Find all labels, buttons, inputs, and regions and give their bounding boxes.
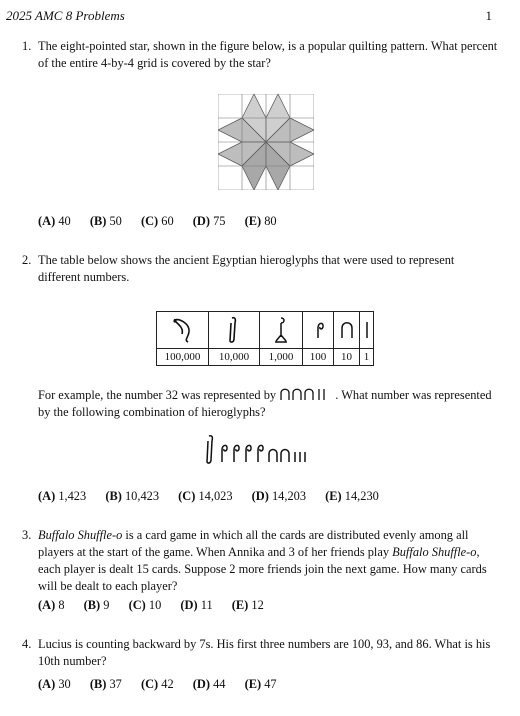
stroke-icon — [364, 319, 370, 341]
tadpole-glyph-cell — [157, 312, 209, 349]
problem-1-text: The eight-pointed star, shown in the figure below, is a popular quilting pattern. What percent of the entire 4-by-4 grid is covered by the star? — [38, 39, 498, 70]
problem-3-number: 3. — [22, 528, 32, 542]
problem-2-example: For example, the number 32 was represented by . What number was represented by the following combination of hieroglyphs? — [38, 388, 492, 419]
stroke-glyph-cell — [360, 312, 374, 349]
page-number: 1 — [485, 8, 492, 23]
problem-3-text: Buffalo Shuffle-o is a card game in which all the cards are distributed evenly among all players at the start of the game. When Annika and 3 of her friends play Buffalo Shuffle-o, each player is dealt 15 cards. Suppose 2 more friends join the next game. How many cards will be dealt to each player? — [38, 528, 487, 593]
table-value: 1 — [360, 349, 374, 366]
table-value: 100 — [303, 349, 334, 366]
grid-lines — [218, 94, 314, 190]
heel-glyph-cell — [334, 312, 360, 349]
hieroglyph-table — [156, 311, 374, 366]
star-quilt-figure — [218, 94, 314, 190]
problem-3-choices: (A) 8 (B) 9 (C) 10 (D) 11 (E) 12 — [38, 598, 264, 612]
lotus-glyph-cell — [260, 312, 303, 349]
problem-4-choices: (A) 30 (B) 37 (C) 42 (D) 44 (E) 47 — [38, 677, 277, 691]
table-value: 10 — [334, 349, 360, 366]
problem-1-choices: (A) 40 (B) 50 (C) 60 (D) 75 (E) 80 — [38, 214, 277, 228]
coil-glyph-cell — [303, 312, 334, 349]
finger-icon — [226, 315, 242, 345]
problem-2-number: 2. — [22, 253, 32, 267]
coil-icon — [311, 318, 325, 342]
table-value: 10,000 — [209, 349, 260, 366]
example-32-glyphs — [279, 387, 335, 401]
heel-icon — [340, 320, 354, 340]
problem-4-text: Lucius is counting backward by 7s. His first three numbers are 100, 93, and 86. What is his 10th number? — [38, 637, 491, 668]
tadpole-icon — [170, 316, 196, 344]
table-value: 1,000 — [260, 349, 303, 366]
table-value: 100,000 — [157, 349, 209, 366]
hieroglyph-combination — [205, 432, 325, 466]
finger-glyph-cell — [209, 312, 260, 349]
document-title: 2025 AMC 8 Problems — [6, 8, 125, 23]
problem-2-choices: (A) 1,423 (B) 10,423 (C) 14,023 (D) 14,203 (E) 14,230 — [38, 489, 379, 503]
problem-2-text: The table below shows the ancient Egyptian hieroglyphs that were used to represent different numbers. — [38, 253, 455, 284]
lotus-icon — [272, 315, 290, 345]
problem-1-number: 1. — [22, 39, 32, 53]
problem-4-number: 4. — [22, 637, 32, 651]
